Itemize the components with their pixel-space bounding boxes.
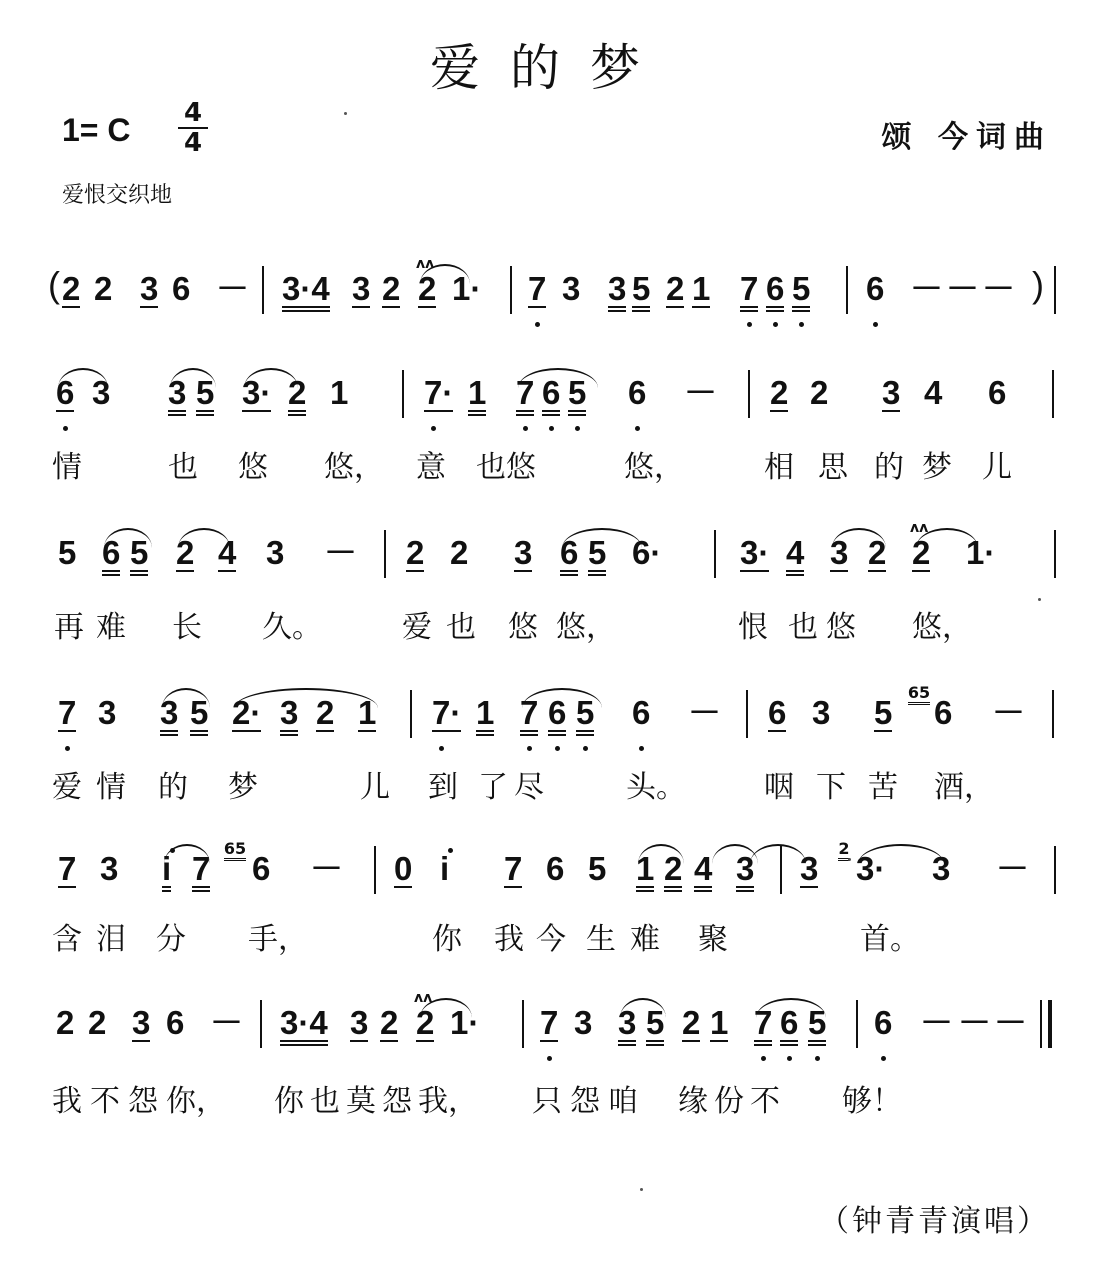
lyric: 再 [54, 610, 84, 645]
lyric: 今 [536, 922, 566, 957]
barline [1054, 530, 1056, 578]
barline [384, 530, 386, 578]
note: 2 [56, 1004, 75, 1041]
note: 3 [266, 534, 285, 571]
lyric: 你， [166, 1084, 226, 1119]
lyric: 怨 [570, 1084, 600, 1119]
note: 5 [588, 536, 606, 576]
note: 6 [252, 850, 271, 887]
lyric: 儿 [982, 450, 1012, 485]
barline [1052, 690, 1054, 738]
time-signature-bottom: 4 [183, 128, 203, 158]
note: 2 [770, 374, 789, 411]
note: 3 [736, 852, 754, 892]
lyric: 苦 [868, 770, 898, 805]
note: 2 [868, 534, 887, 571]
slur [750, 844, 806, 864]
low-octave-dot [873, 322, 878, 327]
lyric: 我， [418, 1084, 478, 1119]
note: 2 [316, 694, 335, 731]
note: － [920, 1004, 953, 1041]
note: 4 [694, 852, 712, 892]
trill-ornament: ʌʌ [910, 520, 929, 536]
lyric: 尽 [514, 770, 544, 805]
note: 6 [548, 696, 566, 736]
note: 1· [452, 270, 482, 307]
note: － [210, 1004, 243, 1041]
lyric: 怨 [128, 1084, 158, 1119]
note: 3 [352, 270, 371, 307]
note: 7 [520, 696, 538, 736]
lyric: 意 [416, 450, 446, 485]
note: 3 [160, 696, 178, 736]
note: － [996, 850, 1029, 887]
barline [374, 846, 376, 894]
lyric: 生 [586, 922, 616, 957]
lyric: 你 [274, 1084, 304, 1119]
barline [748, 370, 750, 418]
grace-notes: 65 [220, 842, 250, 856]
low-octave-dot [439, 746, 444, 751]
note: 3·4 [282, 272, 330, 312]
note: － [684, 374, 717, 411]
lyric: 只 [532, 1084, 562, 1119]
note: 2 [288, 376, 306, 416]
lyric: 悠 [506, 450, 536, 485]
note: 5 [808, 1006, 826, 1046]
barline [510, 266, 512, 314]
note: 5 [646, 1006, 664, 1046]
note: 6 [102, 536, 120, 576]
note: 3 [800, 850, 819, 887]
note: － [310, 850, 343, 887]
trill-ornament: ʌʌ [416, 256, 435, 272]
low-octave-dot [63, 426, 68, 431]
note: ) [1032, 264, 1044, 305]
note: 5 [576, 696, 594, 736]
note: 5 [632, 272, 650, 312]
note: 3· [242, 374, 272, 411]
note: 5 [874, 694, 893, 731]
note: 3· [740, 534, 770, 571]
lyric: 聚 [698, 922, 728, 957]
note: － [910, 270, 943, 307]
low-octave-dot [555, 746, 560, 751]
note: ( [48, 264, 60, 305]
low-octave-dot [575, 426, 580, 431]
note: 5 [58, 534, 77, 571]
time-signature [178, 100, 208, 156]
lyric: 下 [816, 770, 846, 805]
note: 2 [176, 534, 195, 571]
note: 6 [632, 694, 651, 731]
note: 7 [192, 852, 210, 892]
note: 6 [560, 536, 578, 576]
note: 3 [132, 1004, 151, 1041]
lyric: 缘 [678, 1084, 708, 1119]
barline [856, 1000, 858, 1048]
note: 6 [768, 694, 787, 731]
lyric: 悠 [238, 450, 268, 485]
barline [846, 266, 848, 314]
lyric: 难 [630, 922, 660, 957]
note: 3 [812, 694, 831, 731]
lyric: 手， [248, 922, 308, 957]
note: 6 [780, 1006, 798, 1046]
lyric: 悠， [324, 450, 384, 485]
low-octave-dot [761, 1056, 766, 1061]
note: 2 [94, 270, 113, 307]
composer-credit: 颂 今词曲 [881, 120, 1052, 155]
low-octave-dot [65, 746, 70, 751]
note: 7 [516, 376, 534, 416]
lyric: 长 [172, 610, 202, 645]
lyric-line-6 [48, 1076, 1060, 1126]
low-octave-dot [799, 322, 804, 327]
note: － [688, 694, 721, 731]
note: 3 [514, 534, 533, 571]
performer-credit: （钟青青演唱） [819, 1204, 1050, 1239]
note: 1· [966, 534, 996, 571]
lyric: 含 [52, 922, 82, 957]
low-octave-dot [527, 746, 532, 751]
note: 5 [130, 536, 148, 576]
note: 6 [546, 850, 565, 887]
note: 7 [740, 272, 758, 312]
low-octave-dot [747, 322, 752, 327]
note: 6 [172, 270, 191, 307]
note: 1 [476, 696, 494, 736]
note: 2 [406, 534, 425, 571]
lyric: 到 [428, 770, 458, 805]
music-line-2 [48, 366, 1060, 436]
barline [522, 1000, 524, 1048]
lyric: 恨 [738, 610, 768, 645]
note: 2· [232, 694, 262, 731]
lyric: 分 [156, 922, 186, 957]
lyric: 头。 [626, 770, 686, 805]
barline [260, 1000, 262, 1048]
note: 1· [450, 1004, 480, 1041]
note: － [958, 1004, 991, 1041]
low-octave-dot [639, 746, 644, 751]
note: 2 [380, 1004, 399, 1041]
note: 6 [874, 1004, 893, 1041]
note: 1 [330, 374, 349, 411]
note: 3 [100, 850, 119, 887]
lyric: 梦 [922, 450, 952, 485]
music-line-4 [48, 683, 1060, 756]
low-octave-dot [547, 1056, 552, 1061]
scan-speck [848, 858, 851, 861]
note: 6 [542, 376, 560, 416]
low-octave-dot [523, 426, 528, 431]
barline [410, 690, 412, 738]
time-signature-top: 4 [183, 98, 203, 128]
lyric: 我 [494, 922, 524, 957]
lyric: 也 [168, 450, 198, 485]
lyric: 儿 [360, 770, 390, 805]
note: 2 [664, 852, 682, 892]
music-line-5 [48, 839, 1060, 912]
barline [746, 690, 748, 738]
note: 2 [682, 1004, 701, 1041]
lyric: 首。 [860, 922, 920, 957]
music-line-1 [48, 256, 1060, 332]
note: 3 [932, 850, 951, 887]
note: 3 [98, 694, 117, 731]
note: 4 [924, 374, 943, 411]
lyric: 份 [714, 1084, 744, 1119]
note: 7 [528, 270, 547, 307]
note: － [992, 694, 1025, 731]
barline [1054, 266, 1056, 314]
lyric: 也 [446, 610, 476, 645]
lyric: 咱 [608, 1084, 638, 1119]
note: 3 [618, 1006, 636, 1046]
note: － [994, 1004, 1027, 1041]
low-octave-dot [635, 426, 640, 431]
lyric: 够！ [842, 1084, 902, 1119]
lyric: 爱 [402, 610, 432, 645]
lyric: 你 [432, 922, 462, 957]
lyric-line-5 [48, 914, 1060, 964]
lyric-line-4 [48, 762, 1060, 812]
lyric: 泪 [96, 922, 126, 957]
note: 1 [468, 376, 486, 416]
note: 6 [988, 374, 1007, 411]
note: 2 [810, 374, 829, 411]
lyric-line-3 [48, 602, 1060, 652]
lyric: 的 [158, 770, 188, 805]
note: 5 [196, 376, 214, 416]
note: 3· [856, 850, 886, 887]
lyric: 悠， [912, 610, 972, 645]
lyric: 也 [788, 610, 818, 645]
lyric: 难 [96, 610, 126, 645]
lyric: 相 [764, 450, 794, 485]
note: 6 [934, 694, 953, 731]
lyric-line-2 [48, 442, 1060, 492]
note: 3 [830, 534, 849, 571]
note: 0 [394, 850, 413, 887]
lyric: 怨 [382, 1084, 412, 1119]
low-octave-dot [535, 322, 540, 327]
lyric: 悠 [508, 610, 538, 645]
note: 7· [424, 374, 454, 411]
final-barline [1048, 1000, 1052, 1048]
trill-ornament: ʌʌ [414, 990, 433, 1006]
lyric: 不 [750, 1084, 780, 1119]
low-octave-dot [773, 322, 778, 327]
note: 3 [280, 696, 298, 736]
grace-notes: 65 [904, 686, 934, 700]
grace-notes: 2 [834, 842, 854, 856]
note: 6 [628, 374, 647, 411]
barline [262, 266, 264, 314]
note: 3 [608, 272, 626, 312]
barline [402, 370, 404, 418]
low-octave-dot [431, 426, 436, 431]
barline [1054, 846, 1056, 894]
low-octave-dot [549, 426, 554, 431]
note: 2 [416, 1004, 435, 1041]
lyric: 情 [96, 770, 126, 805]
lyric: 情 [52, 450, 82, 485]
note: 7 [504, 850, 523, 887]
lyric: 悠， [624, 450, 684, 485]
note: 2 [418, 270, 437, 307]
note: 3 [350, 1004, 369, 1041]
note: i [162, 852, 171, 892]
lyric: 酒， [934, 770, 994, 805]
note: 1 [710, 1004, 729, 1041]
barline [714, 530, 716, 578]
music-line-6 [48, 990, 1060, 1066]
scan-speck [640, 1188, 643, 1191]
note: 6 [166, 1004, 185, 1041]
note: 5 [588, 850, 607, 887]
low-octave-dot [583, 746, 588, 751]
note: 5 [792, 272, 810, 312]
note: 3 [562, 270, 581, 307]
barline [1052, 370, 1054, 418]
note: 4 [218, 534, 237, 571]
barline [780, 846, 782, 894]
note: 4 [786, 536, 804, 576]
note: 7 [540, 1004, 559, 1041]
note: 6 [766, 272, 784, 312]
low-octave-dot [815, 1056, 820, 1061]
music-line-3 [48, 520, 1060, 596]
note: 2 [62, 270, 81, 307]
lyric: 悠， [556, 610, 616, 645]
note: 3 [882, 374, 901, 411]
note: 7 [754, 1006, 772, 1046]
note: i [440, 850, 450, 887]
low-octave-dot [881, 1056, 886, 1061]
note: 7 [58, 694, 77, 731]
note: 3 [140, 270, 159, 307]
final-barline-thin [1040, 1000, 1042, 1048]
lyric: 了 [478, 770, 508, 805]
key-signature: 1= C [62, 112, 131, 148]
lyric: 梦 [228, 770, 258, 805]
note: 3 [92, 374, 111, 411]
note: 6 [866, 270, 885, 307]
note: 7· [432, 694, 462, 731]
lyric: 咽 [764, 770, 794, 805]
note: 5 [190, 696, 208, 736]
lyric: 不 [90, 1084, 120, 1119]
lyric: 思 [818, 450, 848, 485]
note: 1 [692, 270, 711, 307]
note: 1 [358, 694, 377, 731]
lyric: 也 [476, 450, 506, 485]
note: 2 [912, 534, 931, 571]
note: 3 [574, 1004, 593, 1041]
scan-speck [1038, 598, 1041, 601]
note: 3 [168, 376, 186, 416]
note: 2 [88, 1004, 107, 1041]
note: － [216, 270, 249, 307]
note: 7 [58, 850, 77, 887]
note: 2 [666, 270, 685, 307]
lyric: 悠 [826, 610, 856, 645]
low-octave-dot [787, 1056, 792, 1061]
note: 2 [450, 534, 469, 571]
note: 3·4 [280, 1006, 328, 1046]
note: 5 [568, 376, 586, 416]
note: 6 [56, 374, 75, 411]
note: 1 [636, 852, 654, 892]
note: － [982, 270, 1015, 307]
lyric: 的 [874, 450, 904, 485]
lyric: 莫 [346, 1084, 376, 1119]
scan-speck [344, 112, 347, 115]
lyric: 也 [310, 1084, 340, 1119]
song-title: 爱的梦 [430, 39, 670, 97]
lyric: 我 [52, 1084, 82, 1119]
note: － [324, 534, 357, 571]
note: 6· [632, 534, 662, 571]
lyric: 爱 [52, 770, 82, 805]
lyric: 久。 [262, 610, 322, 645]
note: － [946, 270, 979, 307]
expression-marking: 爱恨交织地 [62, 183, 173, 208]
note: 2 [382, 270, 401, 307]
